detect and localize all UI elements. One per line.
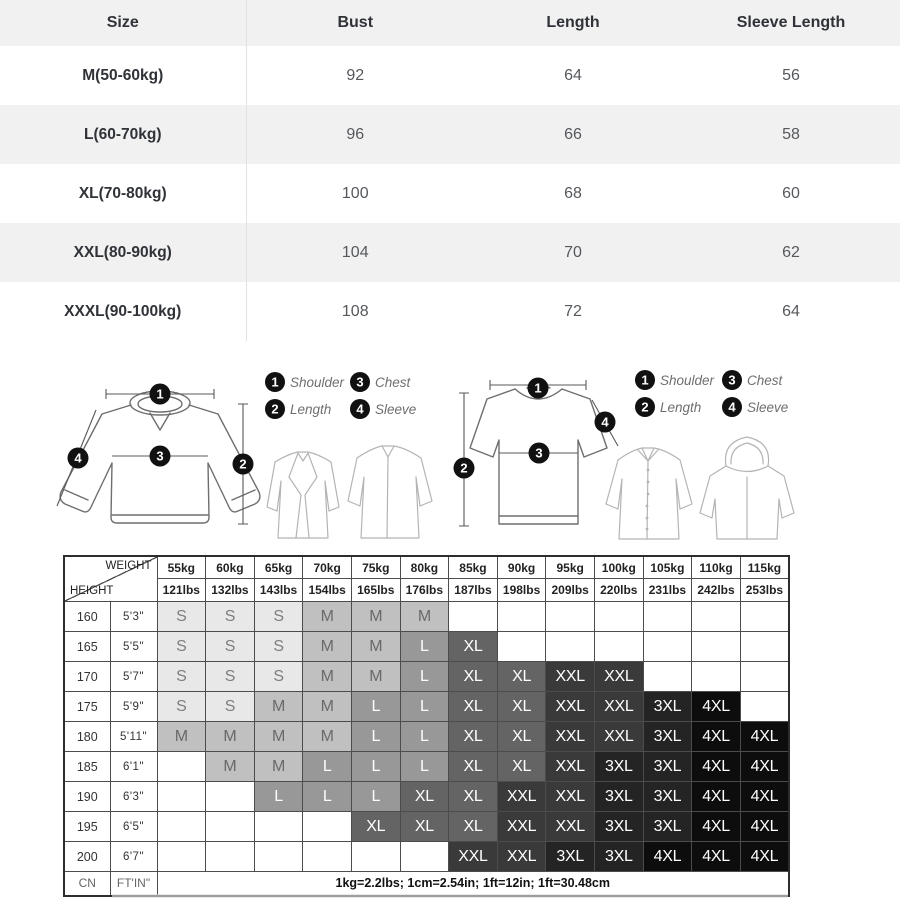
fit-cell: XL bbox=[449, 812, 498, 842]
fit-cell bbox=[740, 662, 789, 692]
fit-cell: XXL bbox=[546, 812, 595, 842]
hoodie-sketch bbox=[700, 437, 794, 539]
size-value-cell: 66 bbox=[564, 125, 582, 143]
sleeve-badge bbox=[595, 412, 616, 433]
fit-cell: S bbox=[157, 632, 206, 662]
fit-cell: XL bbox=[400, 782, 449, 812]
size-value-cell: 100 bbox=[341, 184, 369, 202]
fit-cell: S bbox=[157, 662, 206, 692]
height-cm-cell: 160 bbox=[64, 602, 110, 632]
fit-cell bbox=[643, 662, 692, 692]
fit-cell bbox=[740, 602, 789, 632]
svg-text:4: 4 bbox=[74, 450, 82, 466]
fit-cell: XL bbox=[449, 662, 498, 692]
fit-cell: XXL bbox=[594, 692, 643, 722]
height-ft-cell: 6'5" bbox=[110, 812, 157, 842]
fit-cell: XXL bbox=[546, 752, 595, 782]
jacket-sketch bbox=[348, 446, 432, 538]
fit-cell: L bbox=[254, 782, 303, 812]
fit-cell bbox=[303, 842, 352, 872]
fit-cell: 4XL bbox=[740, 842, 789, 872]
height-cm-cell: 195 bbox=[64, 812, 110, 842]
weight-lbs-cell: 132lbs bbox=[206, 579, 255, 602]
weight-lbs-cell: 209lbs bbox=[546, 579, 595, 602]
fit-cell: XL bbox=[497, 662, 546, 692]
fit-row bbox=[64, 812, 789, 842]
fit-cell: S bbox=[206, 602, 255, 632]
fit-cell: L bbox=[400, 632, 449, 662]
conversion-note: 1kg=2.2lbs; 1cm=2.54in; 1ft=12in; 1ft=30.48cm bbox=[157, 872, 789, 896]
svg-text:2: 2 bbox=[460, 460, 468, 476]
height-ft-cell: 5'7" bbox=[110, 662, 157, 692]
fit-cell bbox=[157, 842, 206, 872]
legend-chest: Chest bbox=[747, 373, 783, 388]
fit-cell bbox=[157, 782, 206, 812]
weight-lbs-cell: 121lbs bbox=[157, 579, 206, 602]
height-cm-cell: 180 bbox=[64, 722, 110, 752]
size-row bbox=[0, 105, 900, 164]
measure-legend bbox=[265, 372, 416, 419]
fit-cell: XL bbox=[449, 692, 498, 722]
fit-cell bbox=[497, 632, 546, 662]
fit-cell: M bbox=[400, 602, 449, 632]
fit-cell: XXL bbox=[449, 842, 498, 872]
fit-cell: XXL bbox=[546, 692, 595, 722]
fit-cell: XL bbox=[449, 752, 498, 782]
fit-cell: 4XL bbox=[692, 842, 741, 872]
weight-kg-cell: 115kg bbox=[740, 556, 789, 579]
fit-cell: M bbox=[351, 632, 400, 662]
size-value-cell: 64 bbox=[782, 302, 800, 320]
fit-cell bbox=[206, 782, 255, 812]
size-value-cell: 92 bbox=[346, 66, 365, 84]
fit-cell: S bbox=[254, 602, 303, 632]
sleeve-badge bbox=[68, 448, 89, 469]
size-label-cell: L(60-70kg) bbox=[0, 105, 246, 164]
fit-cell: L bbox=[400, 752, 449, 782]
fit-row bbox=[64, 662, 789, 692]
legend-shoulder: Shoulder bbox=[660, 373, 715, 388]
fit-cell bbox=[351, 842, 400, 872]
fit-cell: 3XL bbox=[643, 752, 692, 782]
fit-cell bbox=[546, 602, 595, 632]
fit-cell bbox=[206, 812, 255, 842]
fit-cell: M bbox=[303, 692, 352, 722]
fit-cell: XL bbox=[400, 812, 449, 842]
fit-cell: 3XL bbox=[594, 752, 643, 782]
fit-cell: L bbox=[351, 692, 400, 722]
svg-text:2: 2 bbox=[271, 401, 279, 417]
fit-cell: S bbox=[157, 692, 206, 722]
fit-cell: M bbox=[303, 662, 352, 692]
fit-cell: M bbox=[206, 722, 255, 752]
weight-lbs-cell: 176lbs bbox=[400, 579, 449, 602]
size-value-cell: 96 bbox=[346, 125, 365, 143]
fit-cell bbox=[692, 662, 741, 692]
svg-text:4: 4 bbox=[356, 401, 364, 417]
svg-text:4: 4 bbox=[601, 414, 609, 430]
legend-length: Length bbox=[660, 400, 702, 415]
legend-sleeve: Sleeve bbox=[747, 400, 789, 415]
svg-text:1: 1 bbox=[156, 386, 164, 402]
corner-cell bbox=[64, 556, 157, 602]
size-label-cell: XXL(80-90kg) bbox=[0, 223, 246, 282]
legend-length: Length bbox=[290, 402, 332, 417]
height-ft-cell: 6'3" bbox=[110, 782, 157, 812]
weight-kg-cell: 80kg bbox=[400, 556, 449, 579]
fit-cell: L bbox=[351, 722, 400, 752]
size-label-cell: XL(70-80kg) bbox=[0, 164, 246, 223]
fit-cell: L bbox=[400, 722, 449, 752]
weight-kg-cell: 85kg bbox=[449, 556, 498, 579]
fit-header-row-lbs bbox=[64, 579, 789, 602]
size-row bbox=[0, 282, 900, 341]
measure-legend bbox=[635, 370, 788, 417]
fit-cell: M bbox=[254, 752, 303, 782]
fit-cell: S bbox=[206, 662, 255, 692]
length-badge bbox=[454, 458, 475, 479]
size-value-cell: 60 bbox=[782, 184, 800, 202]
weight-kg-cell: 95kg bbox=[546, 556, 595, 579]
fit-cell: 3XL bbox=[594, 812, 643, 842]
size-table bbox=[0, 0, 900, 341]
size-value-cell: 70 bbox=[564, 243, 582, 261]
fit-cell: 3XL bbox=[643, 782, 692, 812]
fit-cell: M bbox=[254, 692, 303, 722]
size-label-cell: XXXL(90-100kg) bbox=[0, 282, 246, 341]
fit-row bbox=[64, 722, 789, 752]
shoulder-badge bbox=[528, 378, 549, 399]
fit-cell: M bbox=[206, 752, 255, 782]
svg-text:2: 2 bbox=[641, 399, 649, 415]
legend-sleeve: Sleeve bbox=[375, 402, 417, 417]
weight-lbs-cell: 220lbs bbox=[594, 579, 643, 602]
fit-cell: XL bbox=[449, 782, 498, 812]
size-row bbox=[0, 164, 900, 223]
size-value-cell: 56 bbox=[782, 66, 800, 84]
fit-cell: XL bbox=[497, 752, 546, 782]
size-value-cell: 64 bbox=[564, 66, 582, 84]
fit-cell: XXL bbox=[546, 782, 595, 812]
fit-cell bbox=[692, 632, 741, 662]
fit-cell bbox=[157, 752, 206, 782]
height-ft-cell: 5'3" bbox=[110, 602, 157, 632]
footer-unit-ft: FT'IN" bbox=[110, 872, 157, 896]
footer-unit-cm: CN bbox=[64, 872, 110, 896]
height-ft-cell: 5'9" bbox=[110, 692, 157, 722]
weight-lbs-cell: 231lbs bbox=[643, 579, 692, 602]
weight-lbs-cell: 198lbs bbox=[497, 579, 546, 602]
fit-cell bbox=[157, 812, 206, 842]
fit-table bbox=[63, 555, 790, 897]
fit-row bbox=[64, 632, 789, 662]
fit-row bbox=[64, 752, 789, 782]
fit-cell: M bbox=[303, 602, 352, 632]
size-row bbox=[0, 46, 900, 105]
fit-cell: 4XL bbox=[692, 752, 741, 782]
fit-cell: S bbox=[206, 632, 255, 662]
fit-cell: XXL bbox=[497, 812, 546, 842]
fit-cell: M bbox=[157, 722, 206, 752]
long-sleeve-measure-diagram bbox=[32, 358, 462, 550]
chest-badge bbox=[529, 443, 550, 464]
fit-cell: 4XL bbox=[740, 722, 789, 752]
svg-text:3: 3 bbox=[156, 448, 164, 464]
size-value-cell: 108 bbox=[341, 302, 369, 320]
weight-kg-cell: 60kg bbox=[206, 556, 255, 579]
fit-cell: XXL bbox=[594, 722, 643, 752]
button-shirt-sketch bbox=[606, 448, 692, 539]
svg-text:3: 3 bbox=[728, 372, 736, 388]
fit-cell: 4XL bbox=[692, 692, 741, 722]
fit-cell bbox=[643, 632, 692, 662]
fit-cell: 4XL bbox=[740, 752, 789, 782]
weight-kg-cell: 110kg bbox=[692, 556, 741, 579]
height-ft-cell: 6'1" bbox=[110, 752, 157, 782]
fit-cell bbox=[594, 632, 643, 662]
weight-kg-cell: 90kg bbox=[497, 556, 546, 579]
shoulder-badge bbox=[150, 384, 171, 405]
fit-cell: XXL bbox=[546, 722, 595, 752]
fit-cell: M bbox=[351, 602, 400, 632]
fit-cell bbox=[254, 842, 303, 872]
fit-cell: XL bbox=[497, 722, 546, 752]
weight-kg-cell: 55kg bbox=[157, 556, 206, 579]
fit-cell bbox=[449, 602, 498, 632]
height-cm-cell: 185 bbox=[64, 752, 110, 782]
height-cm-cell: 165 bbox=[64, 632, 110, 662]
fit-cell bbox=[206, 842, 255, 872]
fit-cell bbox=[303, 812, 352, 842]
fit-cell bbox=[546, 632, 595, 662]
fit-cell bbox=[497, 602, 546, 632]
weight-lbs-cell: 253lbs bbox=[740, 579, 789, 602]
fit-row bbox=[64, 602, 789, 632]
length-badge bbox=[233, 454, 254, 475]
legend-chest: Chest bbox=[375, 375, 411, 390]
weight-kg-cell: 100kg bbox=[594, 556, 643, 579]
svg-text:4: 4 bbox=[728, 399, 736, 415]
height-ft-cell: 5'5" bbox=[110, 632, 157, 662]
fit-cell bbox=[594, 602, 643, 632]
svg-text:1: 1 bbox=[641, 372, 649, 388]
fit-cell: L bbox=[351, 782, 400, 812]
svg-text:2: 2 bbox=[239, 456, 247, 472]
fit-row bbox=[64, 842, 789, 872]
fit-cell: M bbox=[351, 662, 400, 692]
fit-cell: 4XL bbox=[740, 812, 789, 842]
fit-cell: L bbox=[303, 752, 352, 782]
height-cm-cell: 175 bbox=[64, 692, 110, 722]
fit-cell: M bbox=[254, 722, 303, 752]
fit-cell: S bbox=[254, 662, 303, 692]
svg-text:3: 3 bbox=[356, 374, 364, 390]
weight-lbs-cell: 143lbs bbox=[254, 579, 303, 602]
weight-lbs-cell: 154lbs bbox=[303, 579, 352, 602]
svg-text:1: 1 bbox=[534, 380, 542, 396]
fit-cell: 3XL bbox=[643, 812, 692, 842]
fit-cell: L bbox=[303, 782, 352, 812]
height-ft-cell: 5'11" bbox=[110, 722, 157, 752]
size-value-cell: 68 bbox=[564, 184, 582, 202]
height-cm-cell: 200 bbox=[64, 842, 110, 872]
fit-cell: M bbox=[303, 722, 352, 752]
size-value-cell: 104 bbox=[341, 243, 369, 261]
fit-cell: L bbox=[400, 662, 449, 692]
weight-kg-cell: 75kg bbox=[351, 556, 400, 579]
weight-kg-cell: 70kg bbox=[303, 556, 352, 579]
fit-cell: XXL bbox=[497, 782, 546, 812]
svg-text:3: 3 bbox=[535, 445, 543, 461]
fit-cell: XL bbox=[449, 722, 498, 752]
fit-cell: 4XL bbox=[692, 782, 741, 812]
height-label: HEIGHT bbox=[70, 585, 114, 597]
fit-cell: XXL bbox=[497, 842, 546, 872]
fit-cell: L bbox=[400, 692, 449, 722]
fit-cell: 4XL bbox=[643, 842, 692, 872]
size-header-cell: Bust bbox=[246, 0, 464, 46]
fit-cell: 4XL bbox=[692, 812, 741, 842]
size-value-cell: 62 bbox=[782, 243, 800, 261]
fit-cell: 3XL bbox=[594, 782, 643, 812]
weight-lbs-cell: 187lbs bbox=[449, 579, 498, 602]
size-value-cell: 58 bbox=[782, 125, 800, 143]
size-header-cell: Length bbox=[464, 0, 682, 46]
size-value-cell: 72 bbox=[564, 302, 582, 320]
fit-cell: 3XL bbox=[643, 722, 692, 752]
height-ft-cell: 6'7" bbox=[110, 842, 157, 872]
blazer-sketch bbox=[267, 452, 339, 538]
height-cm-cell: 170 bbox=[64, 662, 110, 692]
weight-lbs-cell: 165lbs bbox=[351, 579, 400, 602]
fit-cell: L bbox=[351, 752, 400, 782]
svg-text:1: 1 bbox=[271, 374, 279, 390]
fit-cell: M bbox=[303, 632, 352, 662]
size-header-cell: Sleeve Length bbox=[682, 0, 900, 46]
fit-cell: XL bbox=[351, 812, 400, 842]
fit-row bbox=[64, 782, 789, 812]
corner-diagonal bbox=[65, 557, 157, 601]
fit-cell: 3XL bbox=[643, 692, 692, 722]
height-cm-cell: 190 bbox=[64, 782, 110, 812]
fit-cell bbox=[740, 692, 789, 722]
fit-cell: 3XL bbox=[546, 842, 595, 872]
fit-cell: S bbox=[157, 602, 206, 632]
size-header-cell: Size bbox=[0, 0, 246, 46]
fit-cell bbox=[643, 602, 692, 632]
weight-kg-cell: 105kg bbox=[643, 556, 692, 579]
fit-cell bbox=[692, 602, 741, 632]
weight-lbs-cell: 242lbs bbox=[692, 579, 741, 602]
fit-cell: 3XL bbox=[594, 842, 643, 872]
fit-cell bbox=[254, 812, 303, 842]
weight-kg-cell: 65kg bbox=[254, 556, 303, 579]
size-row bbox=[0, 223, 900, 282]
fit-cell bbox=[740, 632, 789, 662]
fit-cell: 4XL bbox=[740, 782, 789, 812]
fit-cell: XL bbox=[497, 692, 546, 722]
scan-artifact bbox=[112, 894, 788, 898]
legend-shoulder: Shoulder bbox=[290, 375, 345, 390]
fit-cell: XXL bbox=[546, 662, 595, 692]
fit-cell: XXL bbox=[594, 662, 643, 692]
fit-cell: S bbox=[254, 632, 303, 662]
fit-footer-row bbox=[64, 872, 789, 896]
short-sleeve-measure-diagram bbox=[442, 358, 897, 550]
fit-cell: S bbox=[206, 692, 255, 722]
size-label-cell: M(50-60kg) bbox=[0, 46, 246, 105]
chest-badge bbox=[150, 446, 171, 467]
weight-label: WEIGHT bbox=[105, 560, 152, 572]
fit-cell: XL bbox=[449, 632, 498, 662]
fit-cell: 4XL bbox=[692, 722, 741, 752]
fit-row bbox=[64, 692, 789, 722]
fit-header-row-kg bbox=[64, 556, 789, 579]
size-table-header-row bbox=[0, 0, 900, 46]
fit-cell bbox=[400, 842, 449, 872]
